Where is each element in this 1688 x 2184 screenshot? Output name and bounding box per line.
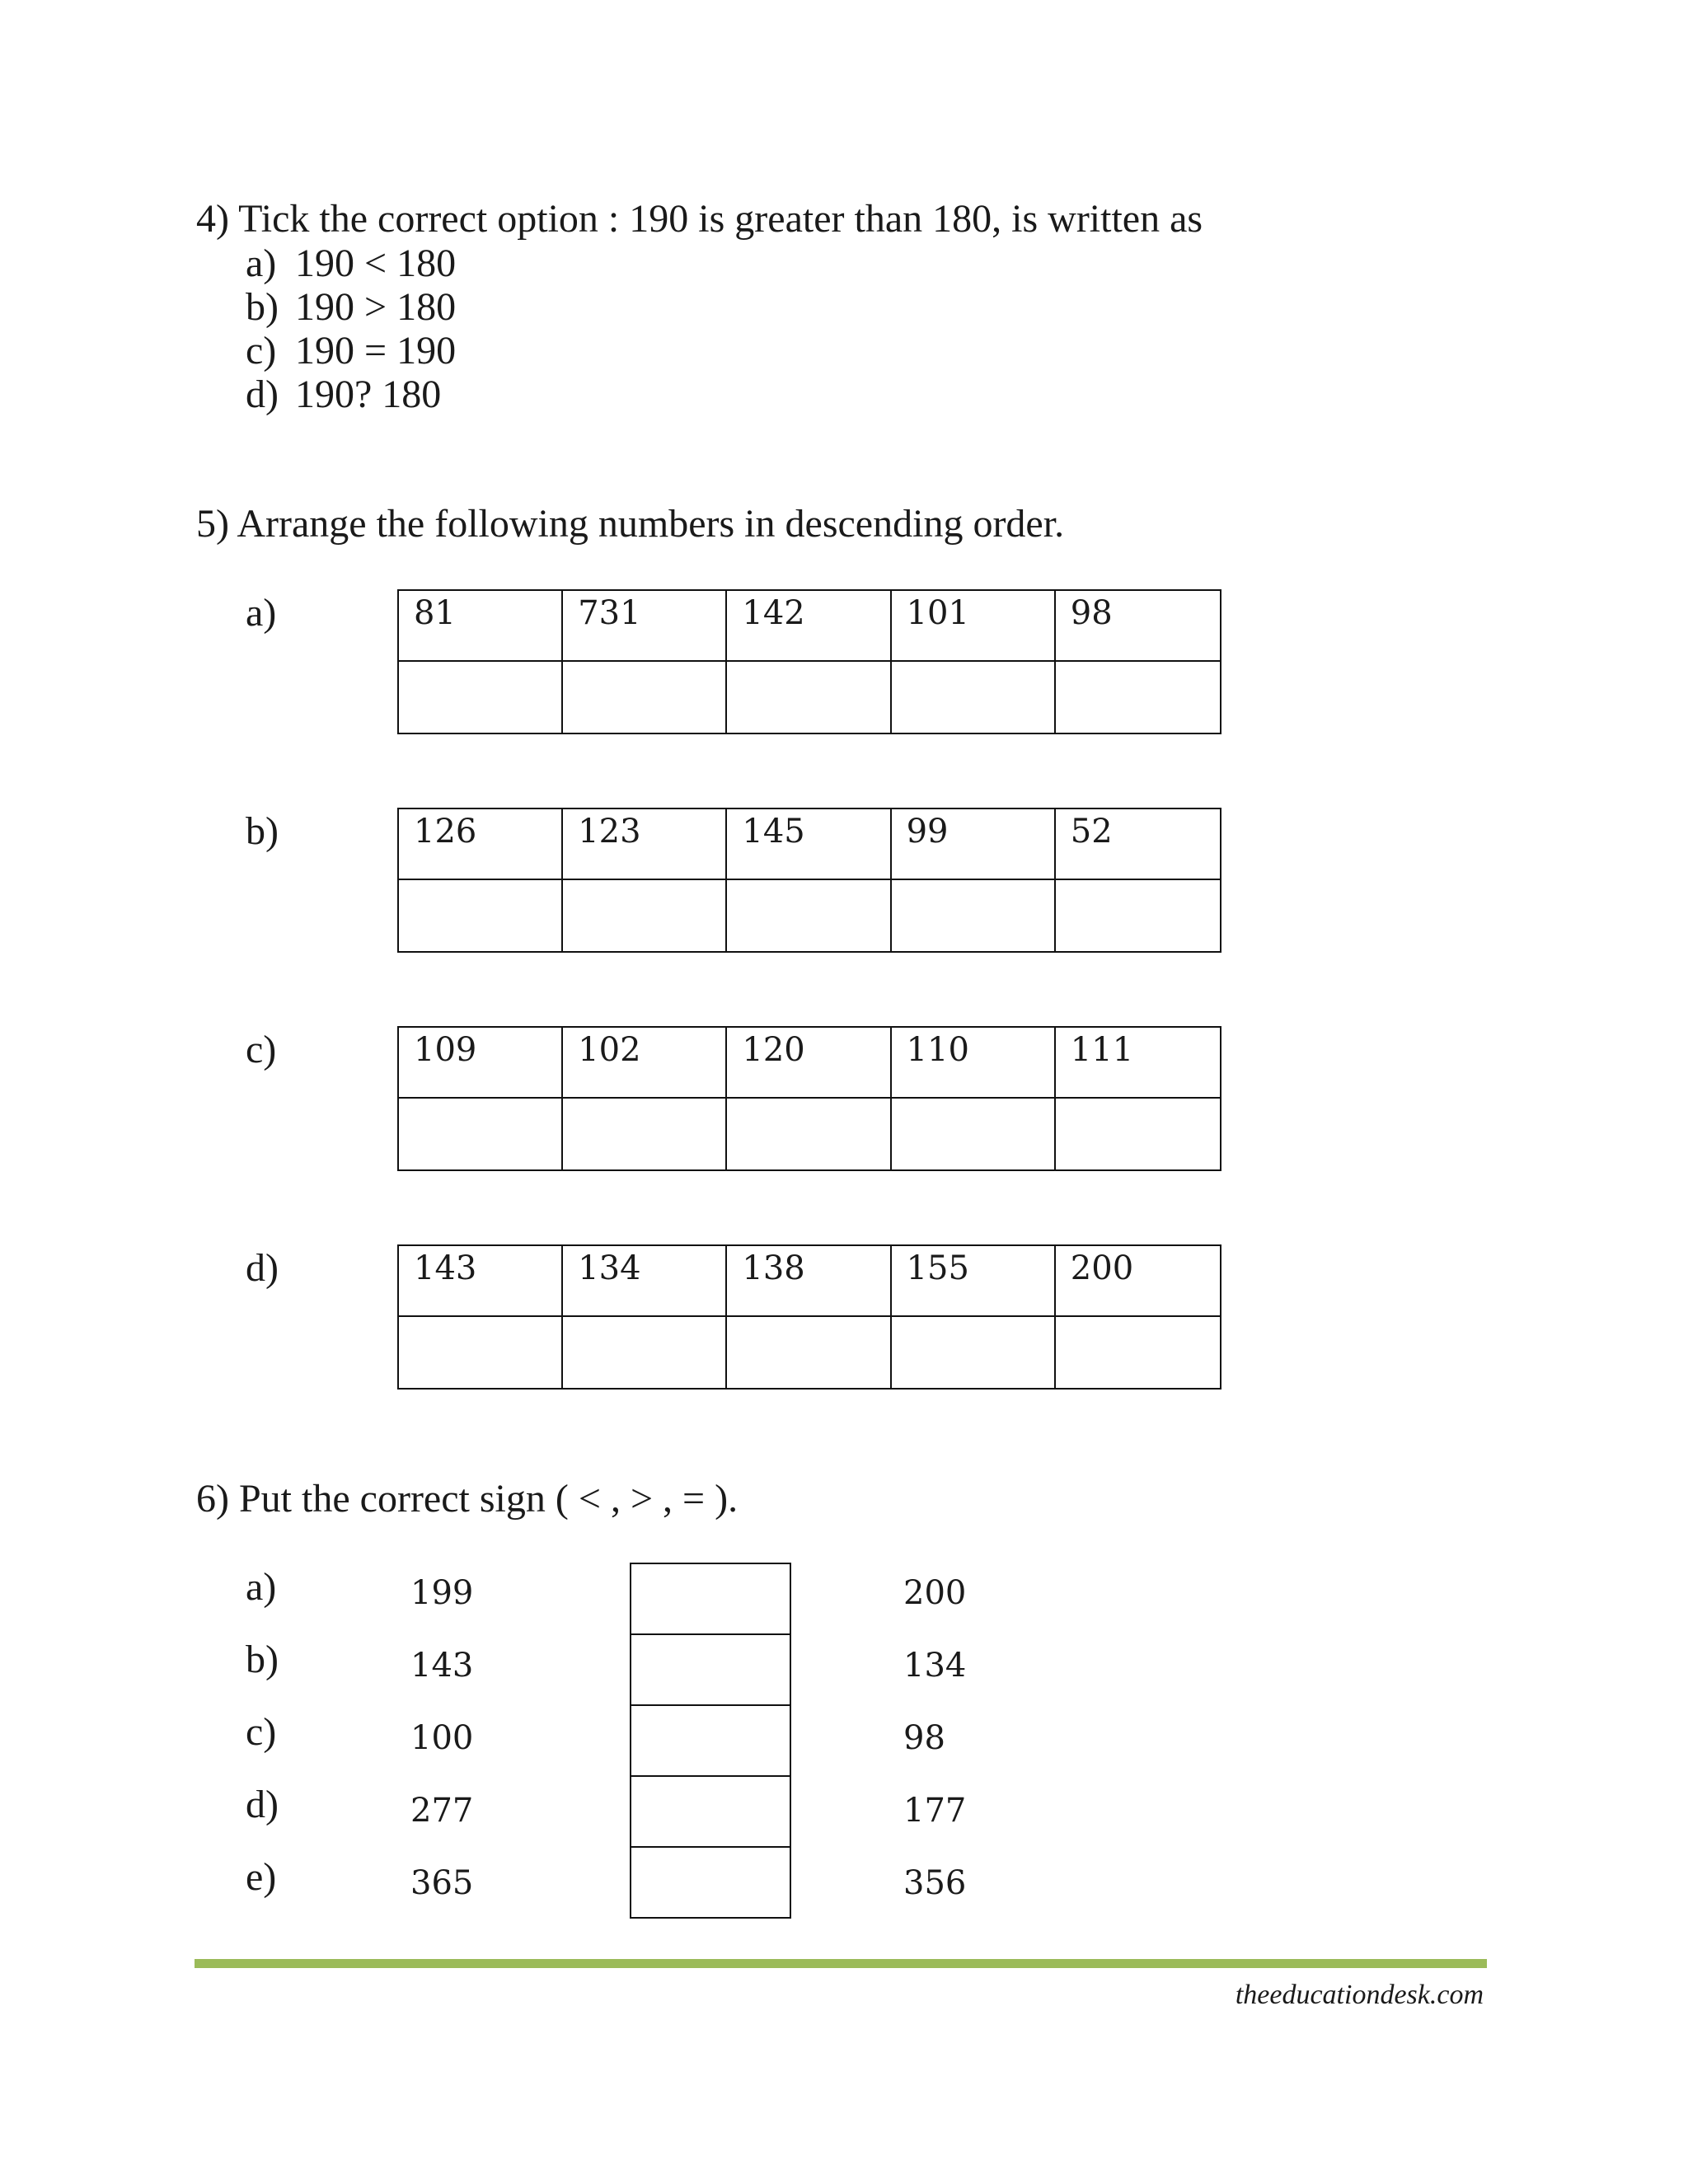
question-6-title: 6) Put the correct sign ( < , > , = ). [196, 1477, 738, 1521]
answer-cell[interactable] [892, 1099, 1056, 1169]
answer-cell[interactable] [1056, 1317, 1220, 1388]
answer-cell[interactable] [1056, 662, 1220, 733]
question-5-title: 5) Arrange the following numbers in descending order. [196, 502, 1065, 546]
number-cell: 126 [399, 809, 563, 880]
number-cell: 155 [892, 1246, 1056, 1317]
question-5-row-c-label: c) [246, 1028, 277, 1071]
question-6-row-e-label: e) [246, 1855, 277, 1899]
answer-cell[interactable] [892, 1317, 1056, 1388]
sign-answer-box[interactable] [630, 1846, 791, 1919]
sign-answer-column [630, 1563, 791, 1919]
number-cell: 731 [563, 591, 727, 662]
question-5-row-b-table [397, 808, 1221, 953]
question-6-row-a-left: 199 [410, 1574, 474, 1612]
question-5-row-c-table [397, 1026, 1221, 1171]
option-label: b) [246, 285, 279, 329]
question-6-row-b-right: 134 [903, 1647, 967, 1685]
number-cell: 143 [399, 1246, 563, 1317]
sign-answer-box[interactable] [630, 1775, 791, 1848]
question-6-row-e-right: 356 [903, 1864, 967, 1902]
answer-cell[interactable] [727, 1099, 891, 1169]
question-5-row-a-table [397, 589, 1221, 734]
option-label: d) [246, 373, 279, 416]
option-text: 190 = 190 [295, 329, 457, 373]
number-cell: 142 [727, 591, 891, 662]
question-4-option-a[interactable] [246, 241, 457, 285]
number-cell: 120 [727, 1028, 891, 1099]
sign-answer-box[interactable] [630, 1704, 791, 1777]
number-cell: 110 [892, 1028, 1056, 1099]
sign-answer-box[interactable] [630, 1633, 791, 1706]
sign-answer-box[interactable] [630, 1563, 791, 1635]
question-6-row-c-left: 100 [410, 1719, 474, 1757]
question-6-row-e-left: 365 [410, 1864, 474, 1902]
option-label: c) [246, 329, 277, 373]
question-4-option-d[interactable] [246, 373, 442, 416]
number-cell: 102 [563, 1028, 727, 1099]
answer-cell[interactable] [892, 662, 1056, 733]
answer-cell[interactable] [1056, 880, 1220, 951]
number-cell: 81 [399, 591, 563, 662]
question-5-row-d-label: d) [246, 1246, 279, 1290]
option-label: a) [246, 241, 277, 285]
number-cell: 98 [1056, 591, 1220, 662]
footer-divider [195, 1959, 1487, 1968]
answer-cell[interactable] [892, 880, 1056, 951]
number-cell: 109 [399, 1028, 563, 1099]
number-cell: 200 [1056, 1246, 1220, 1317]
answer-cell[interactable] [1056, 1099, 1220, 1169]
question-6-row-a-right: 200 [903, 1574, 967, 1612]
footer-site-name: theeducationdesk.com [1235, 1980, 1484, 2010]
number-cell: 134 [563, 1246, 727, 1317]
question-6-row-d-label: d) [246, 1783, 279, 1826]
number-cell: 99 [892, 809, 1056, 880]
answer-cell[interactable] [399, 880, 563, 951]
option-text: 190 < 180 [295, 241, 457, 285]
answer-cell[interactable] [563, 1317, 727, 1388]
question-4-title: 4) Tick the correct option : 190 is greater than 180, is written as [196, 197, 1203, 241]
question-6-row-b-left: 143 [410, 1647, 474, 1685]
number-cell: 145 [727, 809, 891, 880]
question-6-row-d-right: 177 [903, 1792, 967, 1830]
question-6-row-d-left: 277 [410, 1792, 474, 1830]
number-cell: 138 [727, 1246, 891, 1317]
question-6-row-a-label: a) [246, 1565, 277, 1609]
question-6-row-c-right: 98 [903, 1719, 945, 1757]
question-5-row-d-table [397, 1244, 1221, 1390]
answer-cell[interactable] [727, 1317, 891, 1388]
question-4-option-b[interactable] [246, 285, 457, 329]
number-cell: 52 [1056, 809, 1220, 880]
answer-cell[interactable] [727, 880, 891, 951]
answer-cell[interactable] [399, 662, 563, 733]
answer-cell[interactable] [727, 662, 891, 733]
number-cell: 123 [563, 809, 727, 880]
question-6-row-b-label: b) [246, 1638, 279, 1681]
number-cell: 101 [892, 591, 1056, 662]
answer-cell[interactable] [563, 880, 727, 951]
question-6-row-c-label: c) [246, 1710, 277, 1754]
number-cell: 111 [1056, 1028, 1220, 1099]
answer-cell[interactable] [399, 1099, 563, 1169]
option-text: 190? 180 [295, 373, 442, 416]
question-5-row-b-label: b) [246, 809, 279, 853]
answer-cell[interactable] [563, 662, 727, 733]
answer-cell[interactable] [563, 1099, 727, 1169]
question-4-option-c[interactable] [246, 329, 457, 373]
question-5-row-a-label: a) [246, 591, 277, 635]
answer-cell[interactable] [399, 1317, 563, 1388]
option-text: 190 > 180 [295, 285, 457, 329]
